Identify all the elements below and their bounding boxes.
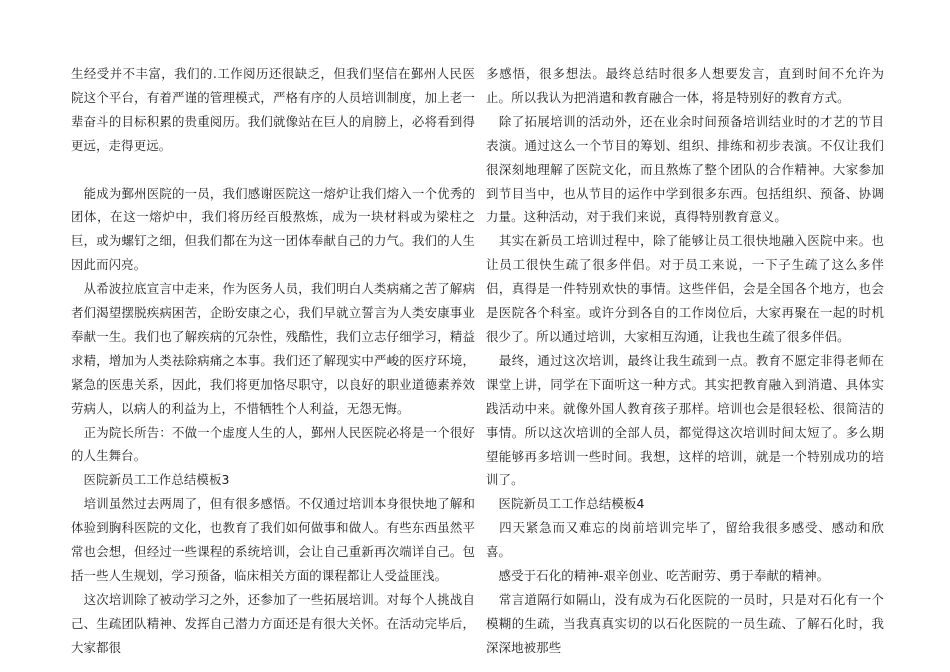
paragraph: 其实在新员工培训过程中，除了能够让员工很快地融入医院中来。也让员工很快生疏了很多伴侣。对于员工来说，一下子生疏了这么多伴侣，真得是一件特别欢快的事情。这些伴侣，会是全国各个地方，也会是医院各个科室。或许分到各自的工作岗位后，大家再聚在一起的时机很少了。所以通过培训，大家相互沟通，让我也生疏了很多伴侣。 bbox=[486, 233, 884, 344]
paragraph: 除了拓展培训的活动外，还在业余时间预备培训结业时的才艺的节目表演。通过这么一个节目的筹划、组织、排练和初步表演。不仅让我们很深刻地理解了医院文化，而且熬炼了整个团队的合作精神。大家参加到节目当中，也从节目的运作中学到很多东西。包括组织、预备、协调力量。这种活动，对于我们来说，真得特别教育意义。 bbox=[486, 113, 884, 225]
paragraph: 最终，通过这次培训，最终让我生疏到一点。教育不愿定非得老师在课堂上讲，同学在下面听这一种方式。其实把教育融入到消遣、具体实践活动中来。就像外国人教育孩子那样。培训也会是很轻松、很简洁的事情。所以这次培训的全部人员，都觉得这次培训时间太短了。多么期望能够再多培训一些时间。我想，这样的培训，就是一个特别成功的培训了。 bbox=[486, 352, 884, 488]
left-text-column bbox=[71, 62, 475, 660]
paragraph: 正为院长所告：不做一个虚度人生的人，鄞州人民医院必将是一个很好的人生舞台。 bbox=[71, 424, 475, 464]
paragraph: 从希波拉底宣言中走来，作为医务人员，我们明白人类病痛之苦了解病者们渴望摆脱疾病困苦，企盼安康之心，我们早就立誓言为人类安康事业奉献一生。我们也了解疾病的冗杂性，残酷性，我们立志仔细学习，精益求精，增加为人类祛除病痛之本事。我们还了解现实中严峻的医疗环境，紧急的医患关系，因此，我们将更加恪尽职守，以良好的职业道德素养效劳病人，以病人的利益为上，不惜牺牲个人利益，无怨无悔。 bbox=[71, 281, 475, 416]
paragraph: 这次培训除了被动学习之外，还参加了一些拓展培训。对每个人挑战自己、生疏团队精神、发挥自己潜力方面还是有很大关怀。在活动完毕后，大家都很 bbox=[71, 591, 475, 655]
paragraph: 能成为鄞州医院的一员，我们感谢医院这一熔炉让我们熔入一个优秀的团体，在这一熔炉中，我们将历经百般熬炼，成为一块材料或为梁柱之巨，或为螺钉之细，但我们都在为这一团体奉献自己的力气。我们的人生因此而闪亮。 bbox=[71, 185, 475, 273]
paragraph: 多感悟，很多想法。最终总结时很多人想要发言，直到时间不允许为止。所以我认为把消遣和教育融合一体，将是特别好的教育方式。 bbox=[486, 66, 884, 105]
paragraph: 感受于石化的精神-艰辛创业、吃苦耐劳、勇于奉献的精神。 bbox=[486, 568, 830, 584]
paragraph: 生经受并不丰富，我们的.工作阅历还很缺乏，但我们坚信在鄞州人民医院这个平台，有着严谨的管理模式，严格有序的人员培训制度，加上老一辈奋斗的目标积累的贵重阅历。我们就像站在巨人的肩膀上，必将看到得更远，走得更远。 bbox=[71, 66, 475, 153]
blank-line bbox=[71, 158, 475, 182]
section-heading: 医院新员工工作总结模板4 bbox=[486, 496, 645, 512]
paragraph: 培训虽然过去两周了，但有很多感悟。不仅通过培训本身很快地了解和体验到胸科医院的文化，也教育了我们如何做事和做人。有些东西虽然平常也会想，但经过一些课程的系统培训，会让自己重新再次端详自己。包括一些人生规划，学习预备，临床相关方面的课程都让人受益匪浅。 bbox=[71, 496, 475, 584]
paragraph: 常言道隔行如隔山，没有成为石化医院的一员时，只是对石化有一个模糊的生疏，当我真真实切的以石化医院的一员生疏、了解石化时，我深深地被那些 bbox=[486, 591, 884, 655]
section-heading: 医院新员工工作总结模板3 bbox=[71, 472, 230, 488]
right-text-column bbox=[486, 62, 884, 660]
paragraph: 四天紧急而又难忘的岗前培训完毕了，留给我很多感受、感动和欣喜。 bbox=[486, 520, 884, 560]
